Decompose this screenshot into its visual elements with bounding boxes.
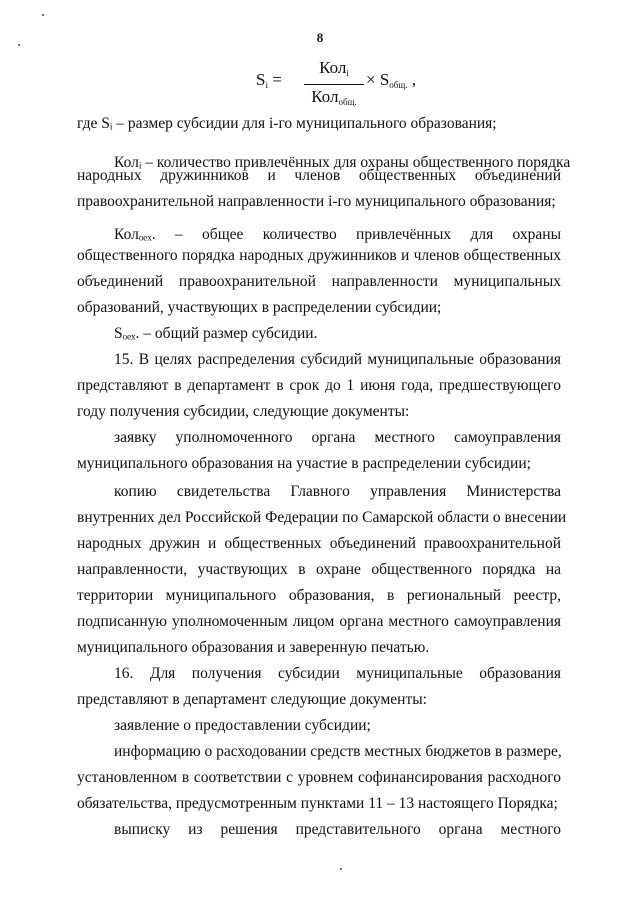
text-line: территории муниципального образования, в региональный реестр, xyxy=(77,587,561,604)
text-line: муниципального образования на участие в распределении субсидии; xyxy=(77,455,531,472)
text-line: правоохранительной направленности i-го муниципального образования; xyxy=(77,193,556,210)
text-line: заявление о предоставлении субсидии; xyxy=(114,717,371,734)
text-line: муниципального образования и заверенную печатью. xyxy=(77,639,430,656)
text-line: установленном в соответствии с уровнем софинансирования расходного xyxy=(77,769,561,786)
text-line: заявку уполномоченного органа местного самоуправления xyxy=(114,429,561,446)
text-line: общественного порядка народных дружинников и членов общественных xyxy=(77,247,561,264)
text-line: выписку из решения представительного органа местного xyxy=(114,821,561,838)
formula-fraction xyxy=(304,58,364,112)
text-line: копию свидетельства Главного управления Министерства xyxy=(114,483,561,500)
text-line: внутренних дел Российской Федерации по Самарской области о внесении xyxy=(77,509,567,526)
text-line: народных дружинников и членов общественных объединений xyxy=(77,167,561,184)
text-line: образований, участвующих в распределении субсидии; xyxy=(77,299,442,316)
text-line: информацию о расходовании средств местных бюджетов в размере, xyxy=(114,743,562,760)
text-line: представляют в департамент следующие документы: xyxy=(77,691,427,708)
page-number: 8 xyxy=(316,30,324,45)
fraction-bar xyxy=(304,84,364,85)
text-line: 16. Для получения субсидии муниципальные образования xyxy=(114,665,561,682)
formula-rhs: × $S_{общ.}$ , xyxy=(366,70,417,90)
text-line: направленности, участвующих в охране общественного порядка на xyxy=(77,561,561,578)
text-line: году получения субсидии, следующие документы: xyxy=(77,403,410,420)
text-line: Колₒₑₓ. – общее количество привлечённых для охраны xyxy=(114,226,561,243)
formula-denominator: Кол$_{общ.}$ xyxy=(311,87,357,107)
formula-numerator: Кол$_i$ xyxy=(319,58,349,78)
text-line: где Sᵢ – размер субсидии для i-го муниципального образования; xyxy=(77,115,497,132)
scan-speck xyxy=(340,868,342,870)
scan-speck xyxy=(42,14,44,16)
formula-lhs: $S_i$ = xyxy=(256,70,282,90)
text-line: 15. В целях распределения субсидий муниципальные образования xyxy=(114,351,561,368)
text-line: Sₒₑₓ. – общий размер субсидии. xyxy=(114,325,318,342)
text-line: Колᵢ – количество привлечённых для охраны общественного порядка xyxy=(114,154,571,171)
text-line: подписанную уполномоченным лицом органа местного самоуправления xyxy=(77,613,561,630)
text-line: представляют в департамент в срок до 1 июня года, предшествующего xyxy=(77,377,561,394)
text-line: народных дружин и общественных объединений правоохранительной xyxy=(77,535,561,552)
text-line: обязательства, предусмотренным пунктами 11 – 13 настоящего Порядка; xyxy=(77,795,558,812)
text-line: объединений правоохранительной направленности муниципальных xyxy=(77,273,561,290)
